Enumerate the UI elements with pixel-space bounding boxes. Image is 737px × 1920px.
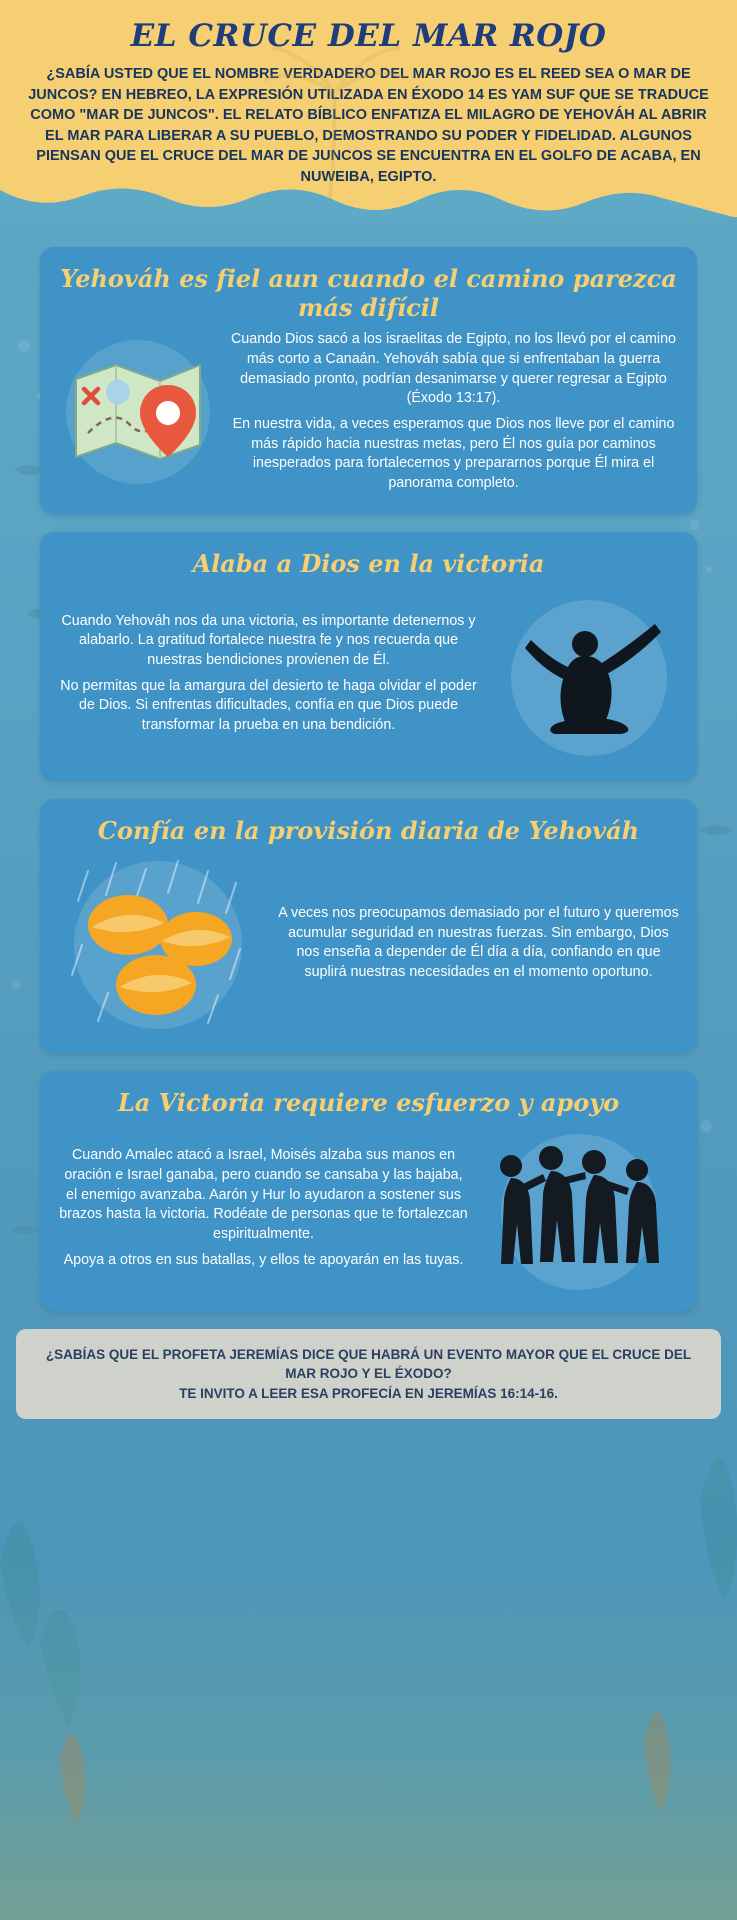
section-provision — [40, 799, 697, 1053]
section-title: La Victoria requiere esfuerzo y apoyo — [117, 1088, 620, 1118]
people-holding-hands-icon — [479, 1126, 679, 1291]
header-intro-text: ¿SABÍA USTED QUE EL NOMBRE VERDADERO DEL MAR ROJO ES EL REED SEA O MAR DE JUNCOS? EN HEBREO, LA EXPRESIÓN UTILIZADA EN ÉXODO 14 ES YAM SUF QUE SE TRADUCE COMO "MAR DE JUNCOS". EL RELATO BÍBLICO ENFATIZA EL MILAGRO DE YEHOVÁH AL ABRIR EL MAR PARA LIBERAR A SU PUEBLO, DEMOSTRANDO SU PODER Y FIDELIDAD. ALGUNOS PIENSAN QUE EL CRUCE DEL MAR DE JUNCOS SE ENCUENTRA EN EL GOLFO DE ACABA, EN NUWEIBA, EGIPTO. — [28, 66, 709, 185]
section-paragraph: Cuando Amalec atacó a Israel, Moisés alzaba sus manos en oración e Israel ganaba, pero cuando se cansaba y las bajaba, el enemigo avanzaba. Aarón y Hur lo ayudaron a sostener sus brazos hasta la victoria. Rodéate de personas que te fortalezcan espiritualmente. — [59, 1147, 468, 1242]
footer-line-1: ¿SABÍAS QUE EL PROFETA JEREMÍAS DICE QUE HABRÁ UN EVENTO MAYOR QUE EL CRUCE DEL MAR ROJO Y EL ÉXODO? — [45, 1346, 692, 1382]
section-paragraph: Apoya a otros en sus batallas, y ellos te apoyarán en las tuyas. — [63, 1251, 464, 1268]
map-with-pin-icon — [58, 337, 218, 487]
section-fidelidad — [40, 247, 697, 513]
header — [0, 0, 737, 217]
section-alabanza — [40, 532, 697, 781]
section-paragraph: A veces nos preocupamos demasiado por el futuro y queremos acumular seguridad en nuestras fuerzas. Sin embargo, Dios nos enseña a depender de Él día a día, confiando en que suplirá nuestras necesidades en el momento oportuno. — [278, 905, 679, 981]
footer-callout — [16, 1329, 721, 1420]
section-paragraph: En nuestra vida, a veces esperamos que Dios nos lleve por el camino más rápido hacia nuestras metas, pero Él nos guía por caminos inesperados para fortalecernos y prepararnos porque Él mira el panorama completo. — [232, 415, 675, 492]
wave-divider — [0, 184, 737, 218]
sections-container — [0, 247, 737, 1310]
manna-bread-rain-icon — [58, 853, 268, 1033]
praising-person-icon — [489, 586, 679, 761]
section-paragraph: Cuando Yehováh nos da una victoria, es importante detenernos y alabarlo. La gratitud fortalece nuestra fe y nos recuerda que nuestras bendiciones provienen de Él. — [61, 612, 476, 668]
palm-tree-decoration — [0, 0, 737, 210]
section-paragraph: Cuando Dios sacó a los israelitas de Egipto, no los llevó por el camino más corto a Canaán. Yehováh sabía que si enfrentaban la guerra demasiado pronto, podrían desanimarse y querer regresar a Egipto (Éxodo 13:17). — [230, 331, 677, 407]
section-paragraph: No permitas que la amargura del desierto te haga olvidar el poder de Dios. Si enfrentas dificultades, confía en que Dios puede transformar la prueba en una bendición. — [60, 677, 477, 734]
section-esfuerzo — [40, 1071, 697, 1310]
page-title: EL CRUCE DEL MAR ROJO — [130, 18, 607, 54]
footer-line-2: TE INVITO A LEER ESA PROFECÍA EN JEREMÍAS 16:14-16. — [179, 1385, 558, 1401]
section-title: Yehováh es fiel aun cuando el camino parezca más difícil — [60, 264, 677, 322]
section-title: Confía en la provisión diaria de Yehováh — [97, 816, 640, 846]
section-title: Alaba a Dios en la victoria — [192, 548, 545, 578]
